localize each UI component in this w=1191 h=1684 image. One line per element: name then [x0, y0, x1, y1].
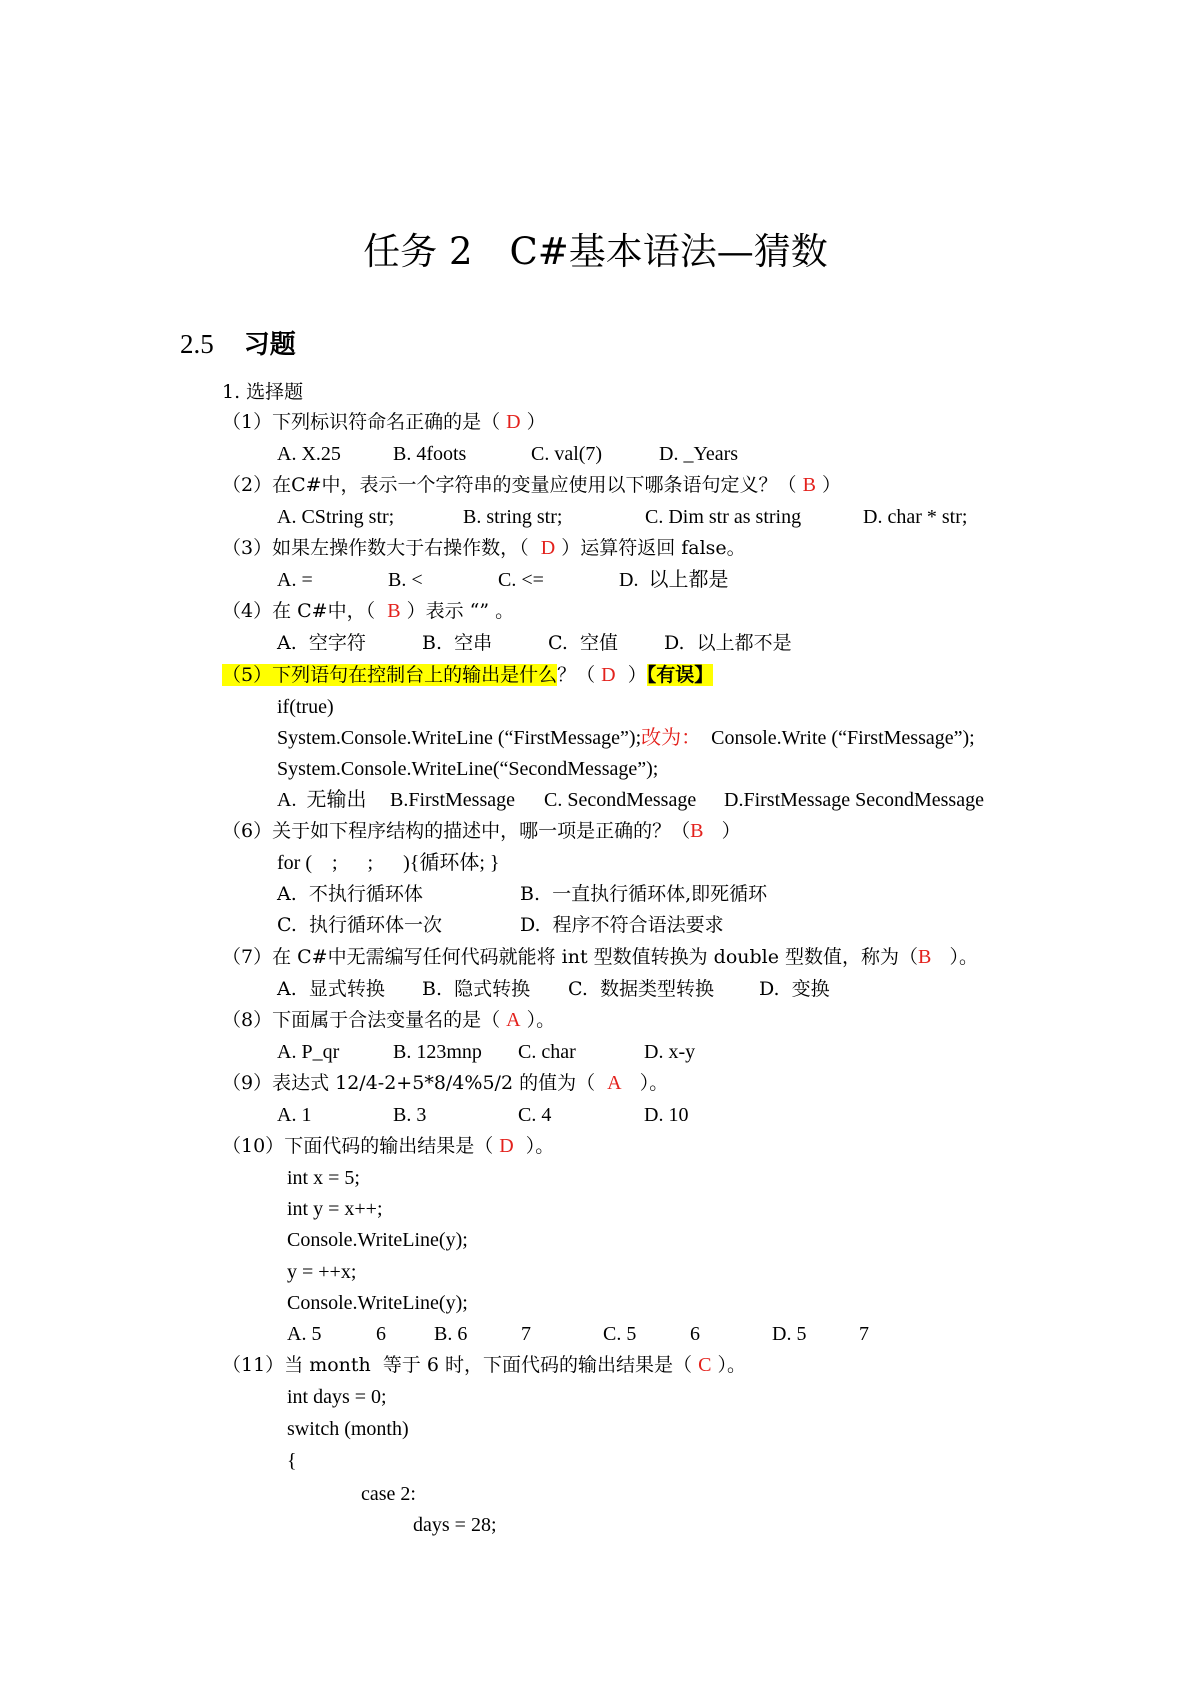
- question-2: （2）在C#中，表示一个字符串的变量应使用以下哪条语句定义？（ B ）: [222, 474, 842, 496]
- option-b: B. 3: [393, 1104, 427, 1126]
- option-a: A. X.25: [277, 443, 341, 465]
- option-d: D. 以上都是: [619, 569, 729, 591]
- question-1: （1）下列标识符命名正确的是（ D ）: [222, 411, 546, 433]
- option-d: D. x-y: [644, 1041, 696, 1063]
- option-a: A. 无输出: [277, 789, 367, 811]
- code-line: int days = 0;: [287, 1386, 387, 1408]
- code-line: int y = x++;: [287, 1198, 383, 1220]
- question-7: （7）在 C#中无需编写任何代码就能将 int 型数值转换为 double 型数值，称为（B ）。: [222, 946, 979, 968]
- code-line: {: [287, 1450, 297, 1472]
- answer-3: D: [540, 537, 556, 559]
- option-a: A. P_qr: [277, 1041, 340, 1063]
- section-number: 2.5: [180, 329, 214, 359]
- option-b: B. 空串: [422, 632, 493, 654]
- option-d: D. 10: [644, 1104, 689, 1126]
- question-3: （3）如果左操作数大于右操作数，（ D ）运算符返回 false。: [222, 537, 746, 559]
- code-line: days = 28;: [413, 1514, 497, 1536]
- question-4: （4）在 C#中，（ B ）表示 “” 。: [222, 600, 515, 622]
- answer-6: B: [690, 820, 704, 842]
- code-line: System.Console.WriteLine(“SecondMessage”);: [277, 758, 659, 780]
- option-a: A. 5: [287, 1323, 322, 1345]
- code-line: System.Console.WriteLine (“FirstMessage”);改为： Console.Write (“FirstMessage”);: [277, 727, 975, 749]
- question-6: （6）关于如下程序结构的描述中，哪一项是正确的？（B ）: [222, 820, 741, 842]
- option-c: C. <=: [498, 569, 544, 591]
- options-2: [277, 503, 1037, 531]
- option-d: D. 5: [772, 1323, 807, 1345]
- options-6-row-1: [277, 880, 977, 908]
- code-line: switch (month): [287, 1418, 409, 1440]
- option-d: D.FirstMessage SecondMessage: [724, 789, 984, 811]
- option-a: A. 空字符: [277, 632, 366, 654]
- code-line: int x = 5;: [287, 1167, 360, 1189]
- option-a-second: 6: [376, 1323, 386, 1345]
- answer-11: C: [698, 1354, 712, 1376]
- options-8: [277, 1038, 977, 1066]
- answer-1: D: [506, 411, 521, 433]
- option-c: C. 执行循环体一次: [277, 914, 442, 936]
- answer-7: B: [918, 946, 932, 968]
- answer-2: B: [802, 474, 816, 496]
- options-1: [277, 440, 977, 468]
- option-b: B. 一直执行循环体,即死循环: [520, 883, 768, 905]
- code-line: y = ++x;: [287, 1261, 357, 1283]
- options-5: [277, 786, 1037, 814]
- option-c: C. 4: [518, 1104, 552, 1126]
- section-heading: [180, 326, 296, 363]
- option-a: A. 显式转换: [277, 978, 385, 1000]
- question-10: （10）下面代码的输出结果是（ D ）。: [222, 1135, 555, 1157]
- fix-label: 改为：: [641, 727, 702, 749]
- option-b: B. 6: [434, 1323, 468, 1345]
- option-c: C. Dim str as string: [645, 506, 802, 528]
- answer-5: D: [601, 664, 616, 686]
- option-c: C. 空值: [548, 632, 618, 654]
- option-a: A. 不执行循环体: [277, 883, 423, 905]
- option-b: B. 隐式转换: [422, 978, 531, 1000]
- code-line: case 2:: [361, 1483, 416, 1505]
- code-line: if(true): [277, 696, 334, 718]
- option-d-second: 7: [859, 1323, 869, 1345]
- option-a: A. =: [277, 569, 313, 591]
- question-9: （9）表达式 12/4-2+5*8/4%5/2 的值为（ A ）。: [222, 1072, 669, 1094]
- option-c: C. SecondMessage: [544, 789, 697, 811]
- answer-9: A: [607, 1072, 622, 1094]
- option-a: A. CString str;: [277, 506, 395, 528]
- question-5: （5）下列语句在控制台上的输出是什么？（ D ）【有误】: [222, 664, 714, 686]
- fix-code: Console.Write (“FirstMessage”);: [711, 727, 975, 749]
- option-d: D. 以上都不是: [664, 632, 792, 654]
- option-c: C. char: [518, 1041, 576, 1063]
- option-c: C. val(7): [531, 443, 603, 465]
- options-7: [277, 975, 977, 1003]
- option-b: B. 123mnp: [393, 1041, 482, 1063]
- option-d: D. 变换: [759, 978, 830, 1000]
- option-a: A. 1: [277, 1104, 312, 1126]
- options-3: [277, 566, 977, 594]
- option-c: C. 数据类型转换: [568, 978, 714, 1000]
- code-line: Console.WriteLine(y);: [287, 1229, 468, 1251]
- option-d: D. _Years: [659, 443, 739, 465]
- option-c: C. 5: [603, 1323, 637, 1345]
- option-d: D. 程序不符合语法要求: [520, 914, 724, 936]
- question-8: （8）下面属于合法变量名的是（ A ）。: [222, 1009, 556, 1031]
- option-b: B.FirstMessage: [390, 789, 515, 811]
- option-c-second: 6: [690, 1323, 700, 1345]
- question-11: （11）当 month 等于 6 时，下面代码的输出结果是（ C ）。: [222, 1354, 746, 1376]
- section-label: 习题: [243, 330, 296, 360]
- option-b: B. 4foots: [393, 443, 467, 465]
- option-b-second: 7: [521, 1323, 531, 1345]
- answer-10: D: [499, 1135, 514, 1157]
- highlighted-question: （5）下列语句在控制台上的输出是什么: [222, 664, 558, 686]
- page-title: 任务 2 C#基本语法—猜数: [363, 230, 828, 273]
- option-b: B. <: [388, 569, 423, 591]
- options-10: [287, 1320, 987, 1348]
- options-6-row-2: [277, 911, 977, 939]
- option-d: D. char * str;: [863, 506, 968, 528]
- option-b: B. string str;: [463, 506, 563, 528]
- code-line: Console.WriteLine(y);: [287, 1292, 468, 1314]
- answer-8: A: [506, 1009, 521, 1031]
- code-line: for ( ; ; ){循环体; }: [277, 852, 500, 874]
- error-tag: 【有误】: [646, 664, 714, 686]
- options-4: [277, 629, 977, 657]
- options-9: [277, 1101, 977, 1129]
- part-heading: 1. 选择题: [222, 381, 304, 403]
- answer-4: B: [387, 600, 401, 622]
